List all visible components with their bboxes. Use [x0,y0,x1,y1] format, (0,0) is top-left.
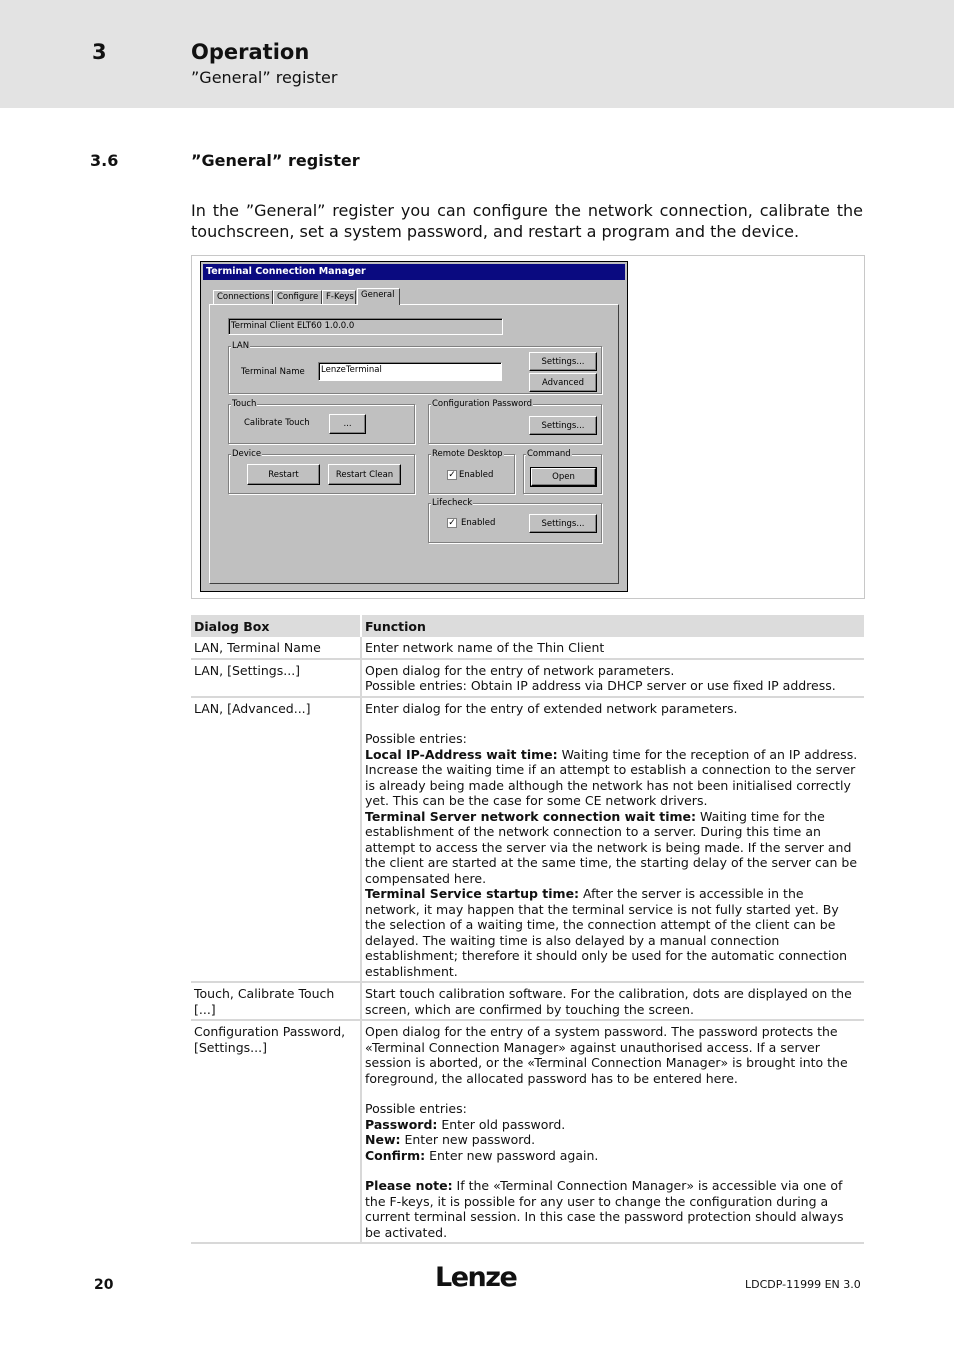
page-header [0,0,954,108]
cell-line: Enter dialog for the entry of extended network parameters. [365,700,738,716]
intro-paragraph: In the ”General” register you can configure the network connection, calibrate the touchscreen, set a system password, and restart a program and the device. [191,201,863,241]
note-term: Please note: [365,1178,453,1193]
table-row [191,982,864,1020]
table-cell [361,1020,864,1243]
command-group [523,449,602,494]
lan-settings-button[interactable]: Settings... [529,352,597,371]
entry-term: Terminal Service startup time: [365,886,580,901]
entry-text: Waiting time for the reception of an IP address. Increase the waiting time if an attempt to establish a connection to the server is already being made although the network has not been initialised correctly yet. This can be the case for some CE network drivers. [365,746,858,808]
entry-text: Enter new password. [400,1132,536,1147]
window-title: Terminal Connection Manager [203,264,625,280]
entry-text: After the server is accessible in the network, it may happen that the terminal service is not fully started yet. By the selection of a waiting time, the connection attempt of the client can be delayed. The waiting time is also delayed by a manual connection establishment; therefore it should only be used for the automatic connection establishment. [365,886,848,979]
lifecheck-label: Lifecheck [432,498,473,508]
lifecheck-enabled-label: Enabled [461,518,496,528]
table-header-row [191,615,864,637]
terminal-connection-manager-window [200,261,628,592]
table-cell [361,659,864,697]
device-group-label: Device [232,449,262,459]
table-row [191,1020,864,1243]
table-row [191,697,864,983]
lenze-logo: Lenze [435,1262,517,1293]
remote-desktop-checkbox[interactable]: ✓ [448,470,456,480]
general-tab-panel [209,304,619,584]
table-cell [361,697,864,983]
command-open-button[interactable]: Open [531,468,596,486]
table-row [191,659,864,697]
note-text: If the «Terminal Connection Manager» is accessible via one of the F-keys, it is possible for any user to change the configuration during a current terminal session. In this case the password protection should always be activated. [365,1178,844,1240]
cell-line: [Settings...] [194,1039,267,1055]
entry-term: Password: [365,1116,438,1132]
tab-connections[interactable]: Connections [213,290,273,304]
cell-line: Configuration Password, [194,1024,346,1039]
touch-group [228,399,415,444]
cell-line: Possible entries: Obtain IP address via DHCP server or use fixed IP address. [365,678,836,693]
entry-term: Confirm: [365,1147,426,1163]
device-group [228,449,415,494]
entry-text: Enter new password again. [425,1147,599,1163]
terminal-name-input[interactable]: LenzeTerminal [318,362,502,381]
table-row [191,637,864,659]
page-number: 20 [94,1277,114,1293]
entry-ts-startup-time [365,886,861,979]
entry-ts-network-wait [365,809,861,887]
restart-clean-button[interactable]: Restart Clean [328,464,401,485]
calibrate-touch-label: Calibrate Touch [244,418,310,428]
table-cell: Enter network name of the Thin Client [361,637,864,659]
section-title: ”General” register [191,151,360,170]
touch-group-label: Touch [232,399,257,409]
chapter-number: 3 [92,40,107,64]
column-header-function: Function [361,615,864,637]
terminal-name-label: Terminal Name [241,367,305,377]
cell-line: Open dialog for the entry of network parameters. [365,662,675,678]
entry-term: Local IP-Address wait time: [365,746,558,762]
column-header-dialog-box: Dialog Box [191,615,361,637]
chapter-subtitle: ”General” register [191,68,338,87]
entry-text: Waiting time for the establishment of the network connection to a server. During this time an attempt to access the server via the network is being made. If the server and the client are started at the same time, the starting delay of the server can be compensated here. [365,808,858,886]
table-cell [191,1020,361,1243]
lan-advanced-button[interactable]: Advanced [529,373,597,392]
remote-desktop-group [428,449,515,494]
configuration-password-group [428,399,602,444]
chapter-title: Operation [191,40,310,64]
tab-configure[interactable]: Configure [273,290,322,304]
restart-button[interactable]: Restart [247,464,320,485]
lifecheck-group [428,498,602,543]
lan-group [228,341,602,394]
table-cell: Touch, Calibrate Touch [...] [191,982,361,1020]
remote-desktop-enabled-label: Enabled [459,470,494,480]
table-cell: LAN, [Advanced...] [191,697,361,983]
table-cell: Start touch calibration software. For the calibration, dots are displayed on the screen, which are confirmed by touching the screen. [361,982,864,1020]
entry-password [365,1117,861,1133]
document-id: LDCDP-11999 EN 3.0 [745,1278,861,1291]
entry-confirm [365,1148,861,1164]
cell-line: Possible entries: [365,731,467,746]
version-field: Terminal Client ELT60 1.0.0.0 [228,318,503,335]
cell-line: Possible entries: [365,1101,467,1116]
tab-general[interactable]: General [357,288,400,305]
function-table [191,615,864,1244]
table-cell: LAN, Terminal Name [191,637,361,659]
lifecheck-checkbox[interactable]: ✓ [448,518,456,528]
cell-line: Open dialog for the entry of a system password. The password protects the «Terminal Connection Manager» against unauthorised access. If a server session is aborted, or the «Terminal Connection Manager» is brought into the foreground, the allocated password has to be entered here. [365,1024,848,1086]
remote-desktop-label: Remote Desktop [432,449,503,459]
lan-group-label: LAN [232,341,250,351]
tab-f-keys[interactable]: F-Keys [322,290,356,304]
command-label: Command [527,449,571,459]
table-cell: LAN, [Settings...] [191,659,361,697]
calibrate-touch-button[interactable]: ... [329,414,366,434]
entry-term: New: [365,1132,401,1147]
entry-new [365,1132,861,1148]
lifecheck-settings-button[interactable]: Settings... [529,514,597,533]
configuration-password-label: Configuration Password [432,399,533,409]
entry-local-ip-wait [365,747,861,809]
config-password-settings-button[interactable]: Settings... [529,416,597,435]
entry-text: Enter old password. [437,1116,566,1132]
entry-term: Terminal Server network connection wait time: [365,808,697,824]
please-note [365,1178,861,1240]
section-number: 3.6 [90,151,119,170]
